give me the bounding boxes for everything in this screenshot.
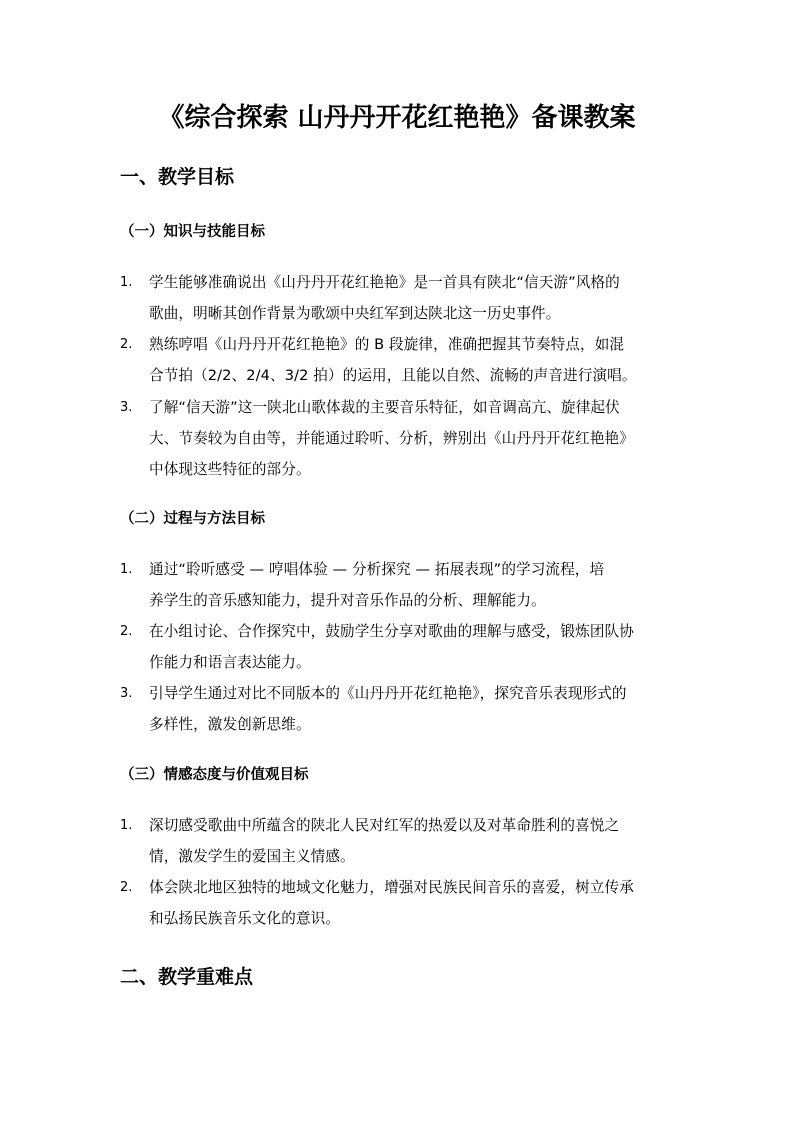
- list-item-line: 引导学生通过对比不同版本的《山丹丹开花红艳艳》，探究音乐表现形式的: [149, 685, 627, 702]
- list-item-line: 中体现这些特征的部分。: [149, 461, 311, 478]
- list-item-line: 情，激发学生的爱国主义情感。: [149, 848, 355, 865]
- list-item-number: 1.: [120, 275, 133, 290]
- list-item: [120, 616, 680, 678]
- list-item-number: 1.: [120, 562, 133, 577]
- list-item-number: 2.: [120, 880, 133, 895]
- list-item-line: 和弘扬民族音乐文化的意识。: [149, 910, 341, 927]
- list-item-line: 多样性，激发创新思维。: [149, 716, 311, 733]
- list-item-line: 作能力和语言表达能力。: [149, 654, 311, 671]
- list-item: [120, 392, 680, 485]
- list-item: [120, 554, 680, 616]
- list-item-line: 学生能够准确说出《山丹丹开花红艳艳》是一首具有陕北“信天游”风格的: [149, 274, 620, 291]
- list-item-line: 深切感受歌曲中所蕴含的陕北人民对红军的热爱以及对革命胜利的喜悦之: [149, 817, 620, 834]
- list-item: [120, 329, 680, 391]
- subsection-heading-emotions-values: （三）情感态度与价值观目标: [120, 767, 309, 783]
- subsection-heading-knowledge-skills: （一）知识与技能目标: [120, 224, 265, 240]
- list-item-line: 大、节奏较为自由等，并能通过聆听、分析，辨别出《山丹丹开花红艳艳》: [149, 430, 634, 447]
- list-item: [120, 872, 680, 934]
- list-item-line: 熟练哼唱《山丹丹开花红艳艳》的 B 段旋律，准确把握其节奏特点，如混: [149, 336, 625, 353]
- list-item: [120, 810, 680, 872]
- list-item-line: 通过“聆听感受 — 哼唱体验 — 分析探究 — 拓展表现”的学习流程，培: [149, 561, 605, 578]
- list-item-number: 1.: [120, 818, 133, 833]
- subsection-heading-process-methods: （二）过程与方法目标: [120, 511, 265, 527]
- list-item-number: 2.: [120, 624, 133, 639]
- list-item-line: 体会陕北地区独特的地域文化魅力，增强对民族民间音乐的喜爱，树立传承: [149, 879, 634, 896]
- document-title: 《综合探索 山丹丹开花红艳艳》备课教案: [158, 103, 636, 133]
- list-item-line: 在小组讨论、合作探究中，鼓励学生分享对歌曲的理解与感受，锻炼团队协: [149, 623, 634, 640]
- list-item-line: 合节拍（2/2、2/4、3/2 拍）的运用，且能以自然、流畅的声音进行演唱。: [149, 367, 637, 384]
- section-heading-teaching-goals: 一、教学目标: [120, 166, 235, 188]
- list-item-number: 3.: [120, 686, 133, 701]
- section-heading-key-difficult-points: 二、教学重难点: [120, 966, 254, 988]
- list-item-line: 养学生的音乐感知能力，提升对音乐作品的分析、理解能力。: [149, 592, 546, 609]
- list-item: [120, 678, 680, 740]
- list-item-number: 3.: [120, 400, 133, 415]
- list-item: [120, 267, 680, 329]
- list-item-line: 歌曲，明晰其创作背景为歌颂中央红军到达陕北这一历史事件。: [149, 305, 561, 322]
- list-item-line: 了解“信天游”这一陕北山歌体裁的主要音乐特征，如音调高亢、旋律起伏: [149, 399, 620, 416]
- list-item-number: 2.: [120, 337, 133, 352]
